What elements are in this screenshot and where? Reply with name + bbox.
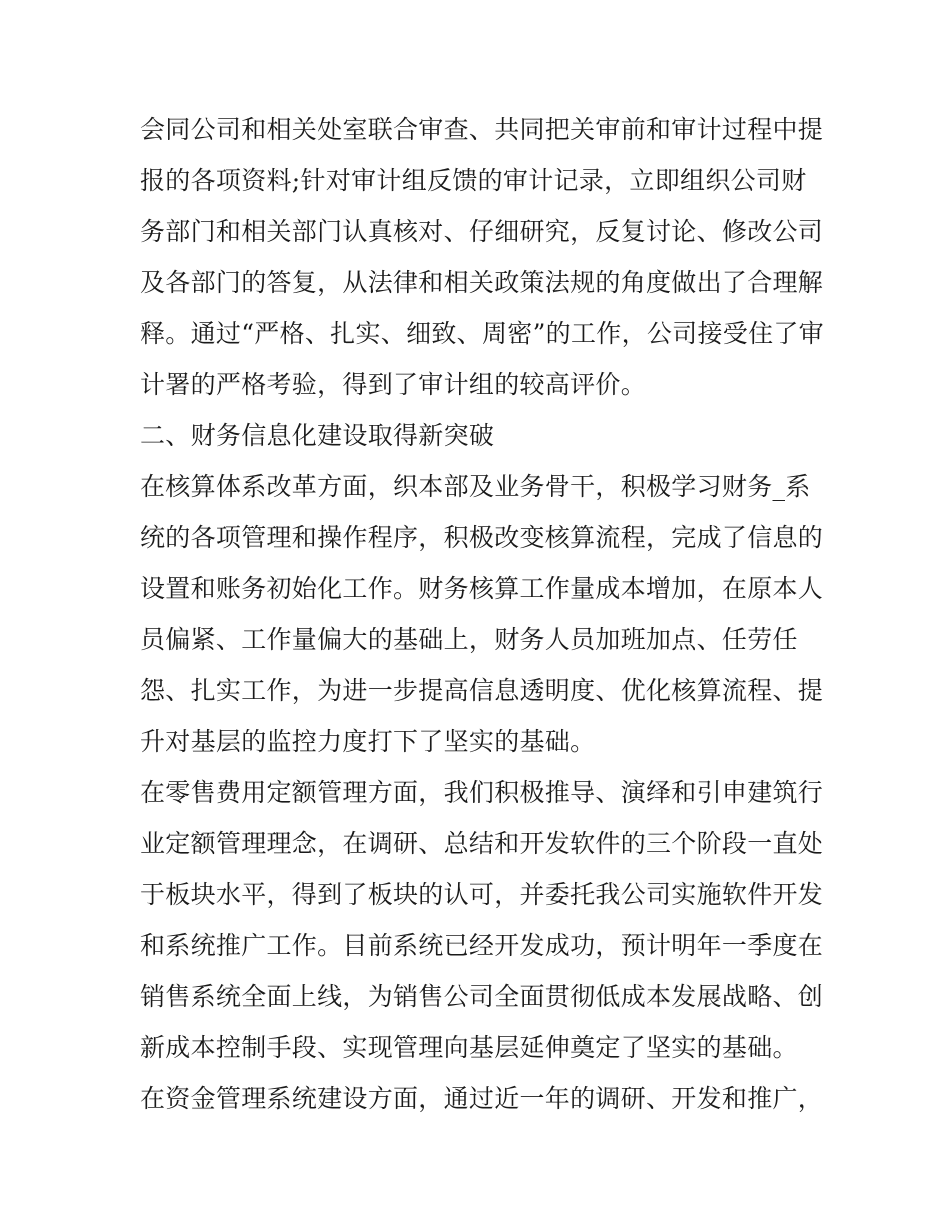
text-line: 升对基层的监控力度打下了坚实的基础。 <box>140 727 596 756</box>
text-line: 于板块水平，得到了板块的认可，并委托我公司实施软件开发 <box>140 880 824 909</box>
text-line: 在资金管理系统建设方面，通过近一年的调研、开发和推广， <box>140 1084 824 1113</box>
text-line: 和系统推广工作。目前系统已经开发成功，预计明年一季度在 <box>140 931 824 960</box>
text-line: 设置和账务初始化工作。财务核算工作量成本增加，在原本人 <box>140 574 824 603</box>
section-heading: 二、财务信息化建设取得新突破 <box>140 421 495 450</box>
text-line: 报的各项资料;针对审计组反馈的审计记录，立即组织公司财 <box>140 166 807 195</box>
text-line: 释。通过“严格、扎实、细致、周密”的工作，公司接受住了审 <box>140 319 824 348</box>
text-line: 及各部门的答复，从法律和相关政策法规的角度做出了合理解 <box>140 268 824 297</box>
text-line: 销售系统全面上线，为销售公司全面贯彻低成本发展战略、创 <box>140 982 824 1011</box>
text-line: 在核算体系改革方面，织本部及业务骨干，积极学习财务_系 <box>140 472 811 501</box>
text-line: 会同公司和相关处室联合审查、共同把关审前和审计过程中提 <box>140 115 824 144</box>
text-line: 计署的严格考验，得到了审计组的较高评价。 <box>140 370 647 399</box>
text-line: 新成本控制手段、实现管理向基层延伸奠定了坚实的基础。 <box>140 1033 798 1062</box>
text-line: 业定额管理理念，在调研、总结和开发软件的三个阶段一直处 <box>140 829 824 858</box>
text-line: 怨、扎实工作，为进一步提高信息透明度、优化核算流程、提 <box>140 676 824 705</box>
text-line: 务部门和相关部门认真核对、仔细研究，反复讨论、修改公司 <box>140 217 824 246</box>
text-line: 员偏紧、工作量偏大的基础上，财务人员加班加点、任劳任 <box>140 625 798 654</box>
text-line: 在零售费用定额管理方面，我们积极推导、演绎和引申建筑行 <box>140 778 824 807</box>
text-line: 统的各项管理和操作程序，积极改变核算流程，完成了信息的 <box>140 523 824 552</box>
